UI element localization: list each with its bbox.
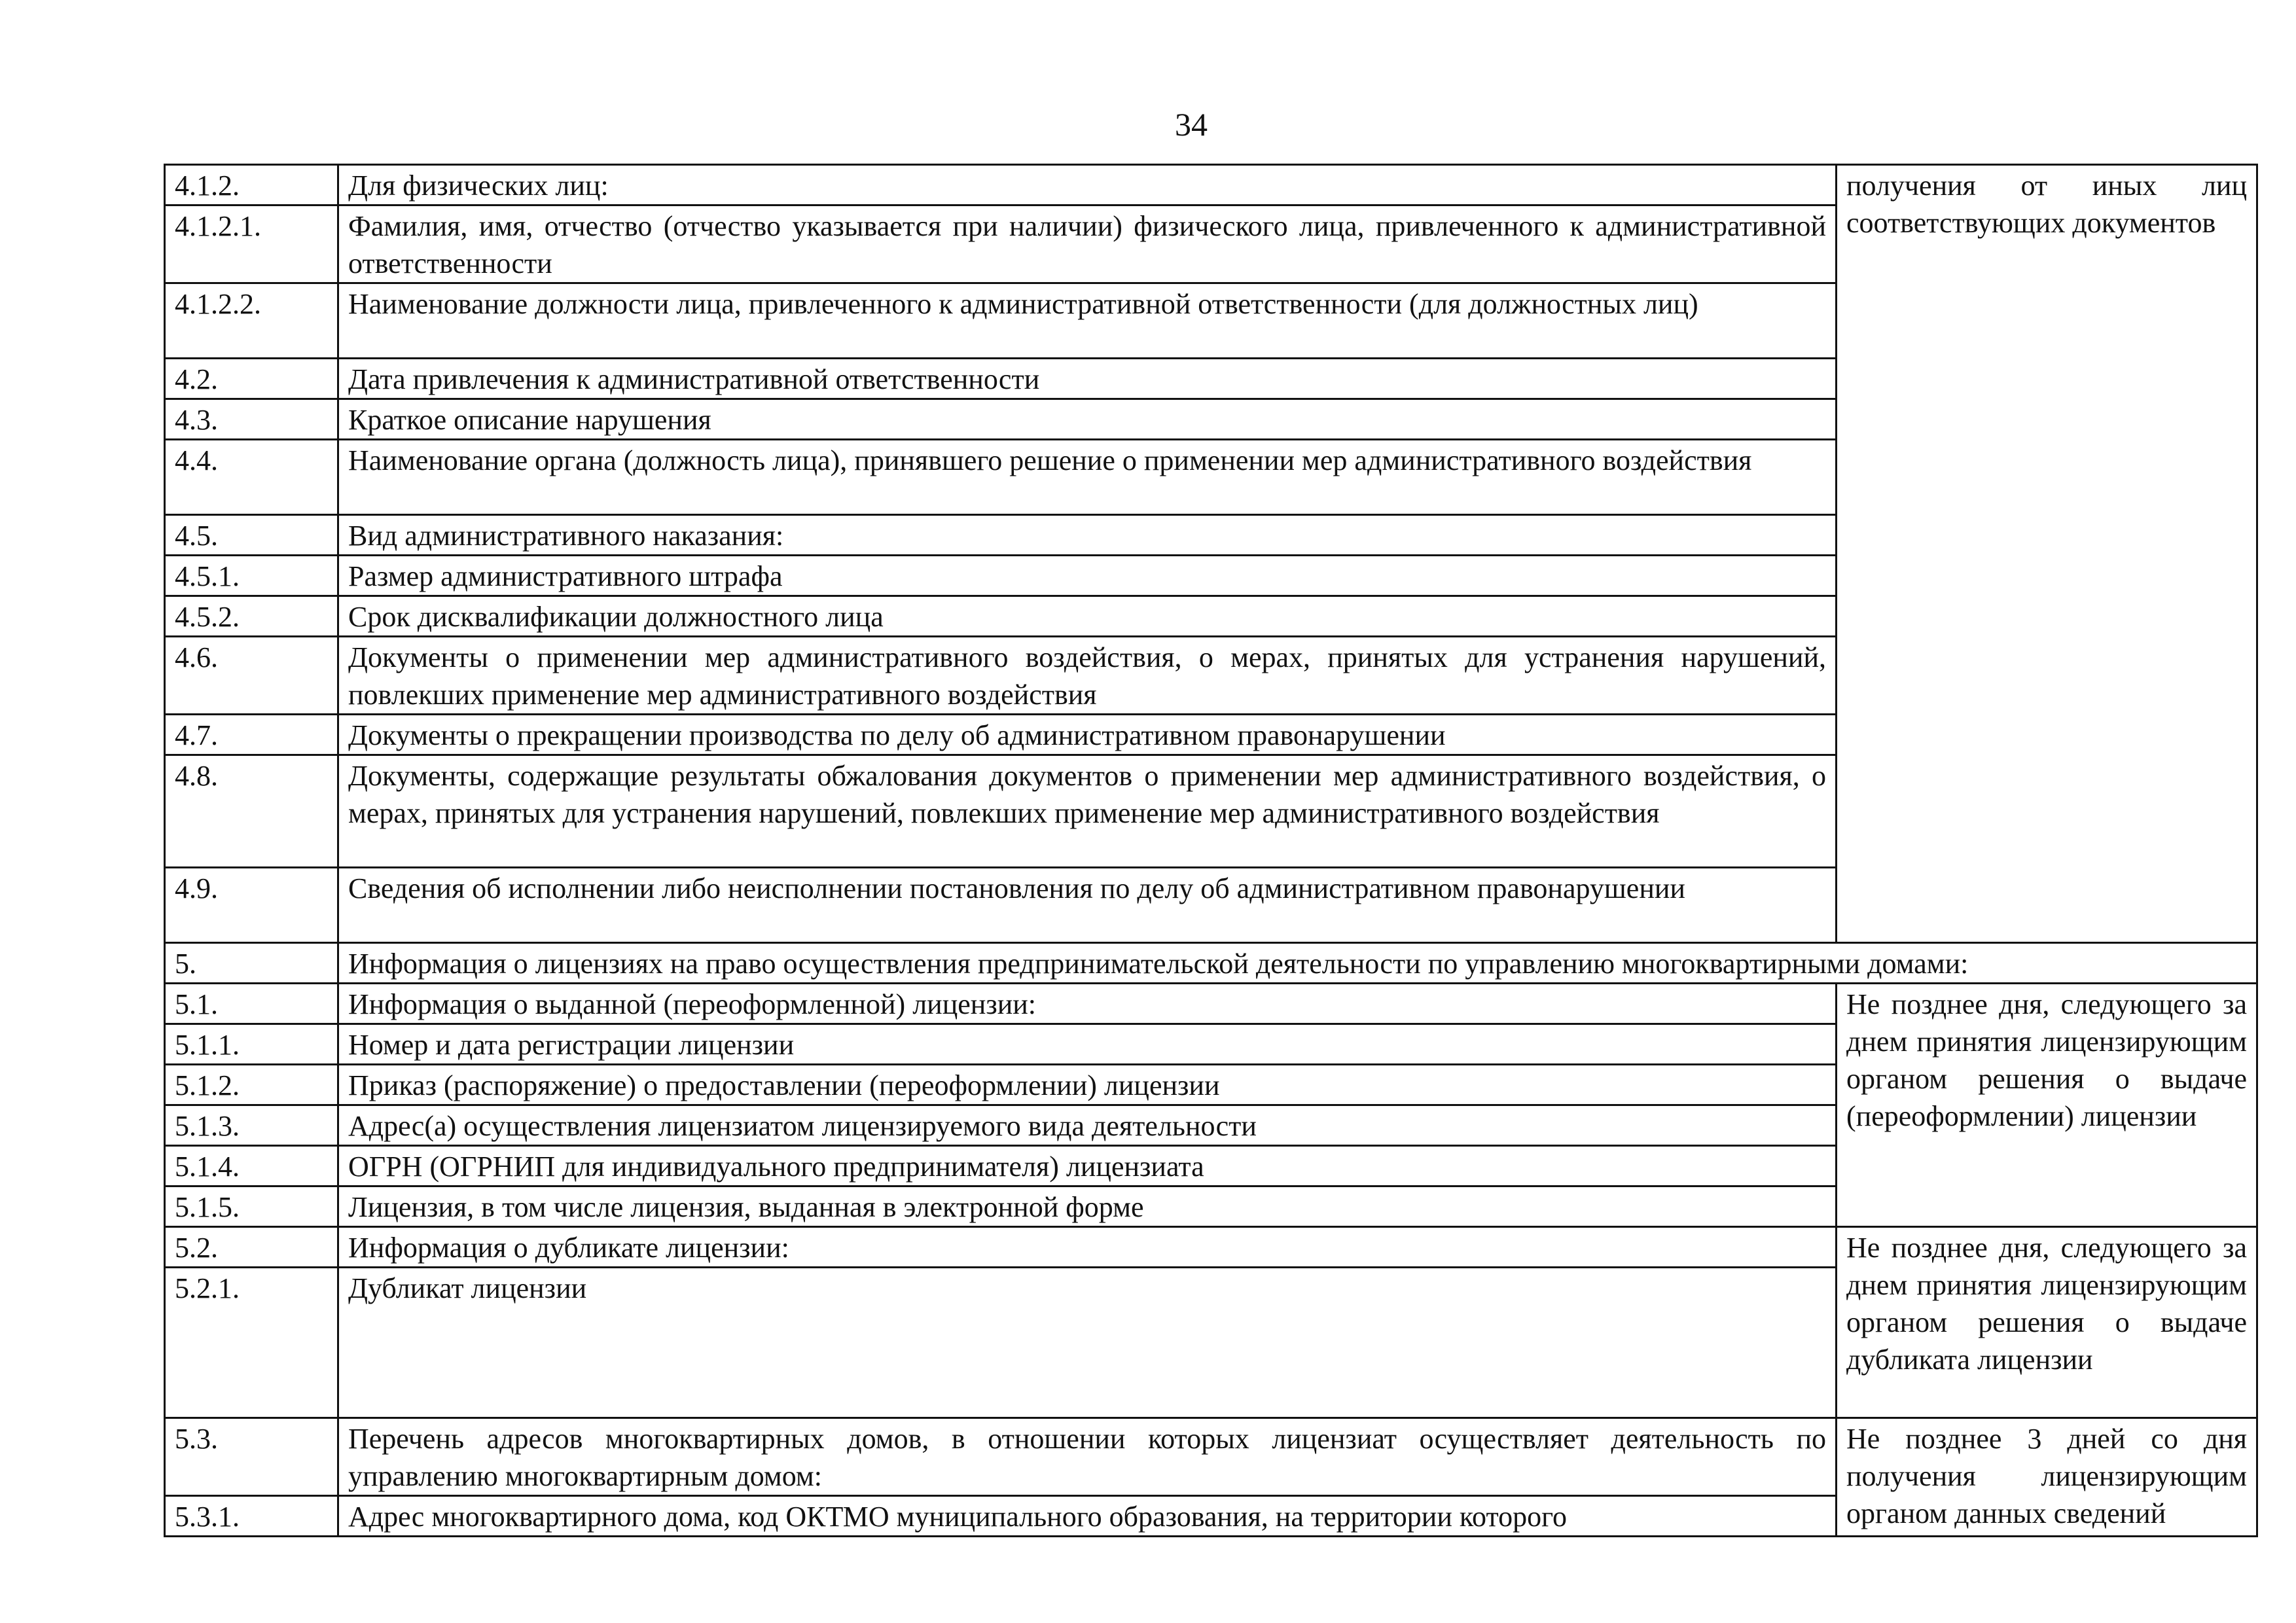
row-description: Сведения об исполнении либо неисполнении постановления по делу об административном правонарушении bbox=[338, 868, 1837, 943]
row-number: 4.4. bbox=[165, 440, 338, 515]
row-description: Информация о дубликате лицензии: bbox=[338, 1227, 1837, 1268]
row-number: 4.6. bbox=[165, 637, 338, 715]
table-row bbox=[165, 1227, 2257, 1268]
deadline-note: Не позднее дня, следующего за днем принятия лицензирующим органом решения о выдаче (переоформлении) лицензии bbox=[1837, 984, 2257, 1227]
row-description: Лицензия, в том числе лицензия, выданная в электронной форме bbox=[338, 1186, 1837, 1227]
row-description: Документы, содержащие результаты обжалования документов о применении мер административного воздействия, о мерах, принятых для устранения нарушений, повлекших применение мер административного воздействия bbox=[338, 755, 1837, 868]
row-number: 5.2. bbox=[165, 1227, 338, 1268]
row-number: 5.1.4. bbox=[165, 1146, 338, 1186]
row-number: 4.9. bbox=[165, 868, 338, 943]
row-number: 5.3.1. bbox=[165, 1496, 338, 1537]
row-description: Документы о прекращении производства по делу об административном правонарушении bbox=[338, 715, 1837, 755]
row-description: Для физических лиц: bbox=[338, 165, 1837, 205]
section-heading: Информация о лицензиях на право осуществления предпринимательской деятельности по управлению многоквартирными домами: bbox=[338, 943, 2257, 984]
row-description: Документы о применении мер административного воздействия, о мерах, принятых для устранения нарушений, повлекших применение мер административного воздействия bbox=[338, 637, 1837, 715]
requirements-table bbox=[164, 164, 2258, 1537]
row-number: 5.2.1. bbox=[165, 1268, 338, 1418]
row-description: Фамилия, имя, отчество (отчество указывается при наличии) физического лица, привлеченного к административной ответственности bbox=[338, 205, 1837, 283]
row-description: Информация о выданной (переоформленной) лицензии: bbox=[338, 984, 1837, 1024]
row-description: Срок дисквалификации должностного лица bbox=[338, 596, 1837, 637]
deadline-note: Не позднее дня, следующего за днем принятия лицензирующим органом решения о выдаче дубликата лицензии bbox=[1837, 1227, 2257, 1418]
row-number: 5.1.3. bbox=[165, 1105, 338, 1146]
row-number: 5.1.1. bbox=[165, 1024, 338, 1065]
row-number: 4.2. bbox=[165, 359, 338, 399]
row-description: Приказ (распоряжение) о предоставлении (переоформлении) лицензии bbox=[338, 1065, 1837, 1105]
deadline-note: Не позднее 3 дней со дня получения лицензирующим органом данных сведений bbox=[1837, 1418, 2257, 1537]
row-number: 4.5.1. bbox=[165, 556, 338, 596]
row-description: Адрес(а) осуществления лицензиатом лицензируемого вида деятельности bbox=[338, 1105, 1837, 1146]
row-description: Дубликат лицензии bbox=[338, 1268, 1837, 1418]
table-row bbox=[165, 1418, 2257, 1496]
deadline-note: получения от иных лиц соответствующих документов bbox=[1837, 165, 2257, 943]
table-row bbox=[165, 984, 2257, 1024]
row-number: 4.5.2. bbox=[165, 596, 338, 637]
row-description: Наименование должности лица, привлеченного к административной ответственности (для должностных лиц) bbox=[338, 283, 1837, 359]
row-description: Наименование органа (должность лица), принявшего решение о применении мер административного воздействия bbox=[338, 440, 1837, 515]
row-number: 4.1.2. bbox=[165, 165, 338, 205]
row-number: 5.1.5. bbox=[165, 1186, 338, 1227]
row-number: 4.3. bbox=[165, 399, 338, 440]
row-number: 4.1.2.2. bbox=[165, 283, 338, 359]
row-number: 5.1.2. bbox=[165, 1065, 338, 1105]
row-description: ОГРН (ОГРНИП для индивидуального предпринимателя) лицензиата bbox=[338, 1146, 1837, 1186]
row-description: Перечень адресов многоквартирных домов, в отношении которых лицензиат осуществляет деятельность по управлению многоквартирным домом: bbox=[338, 1418, 1837, 1496]
row-description: Номер и дата регистрации лицензии bbox=[338, 1024, 1837, 1065]
row-number: 5.1. bbox=[165, 984, 338, 1024]
row-description: Вид административного наказания: bbox=[338, 515, 1837, 556]
row-description: Размер административного штрафа bbox=[338, 556, 1837, 596]
row-description: Адрес многоквартирного дома, код ОКТМО муниципального образования, на территории которого bbox=[338, 1496, 1837, 1537]
page-number: 34 bbox=[1175, 106, 1208, 143]
row-number: 5. bbox=[165, 943, 338, 984]
table-row bbox=[165, 165, 2257, 205]
row-description: Краткое описание нарушения bbox=[338, 399, 1837, 440]
row-number: 4.1.2.1. bbox=[165, 205, 338, 283]
row-number: 4.7. bbox=[165, 715, 338, 755]
row-number: 4.8. bbox=[165, 755, 338, 868]
row-number: 5.3. bbox=[165, 1418, 338, 1496]
row-description: Дата привлечения к административной ответственности bbox=[338, 359, 1837, 399]
table-row bbox=[165, 943, 2257, 984]
row-number: 4.5. bbox=[165, 515, 338, 556]
